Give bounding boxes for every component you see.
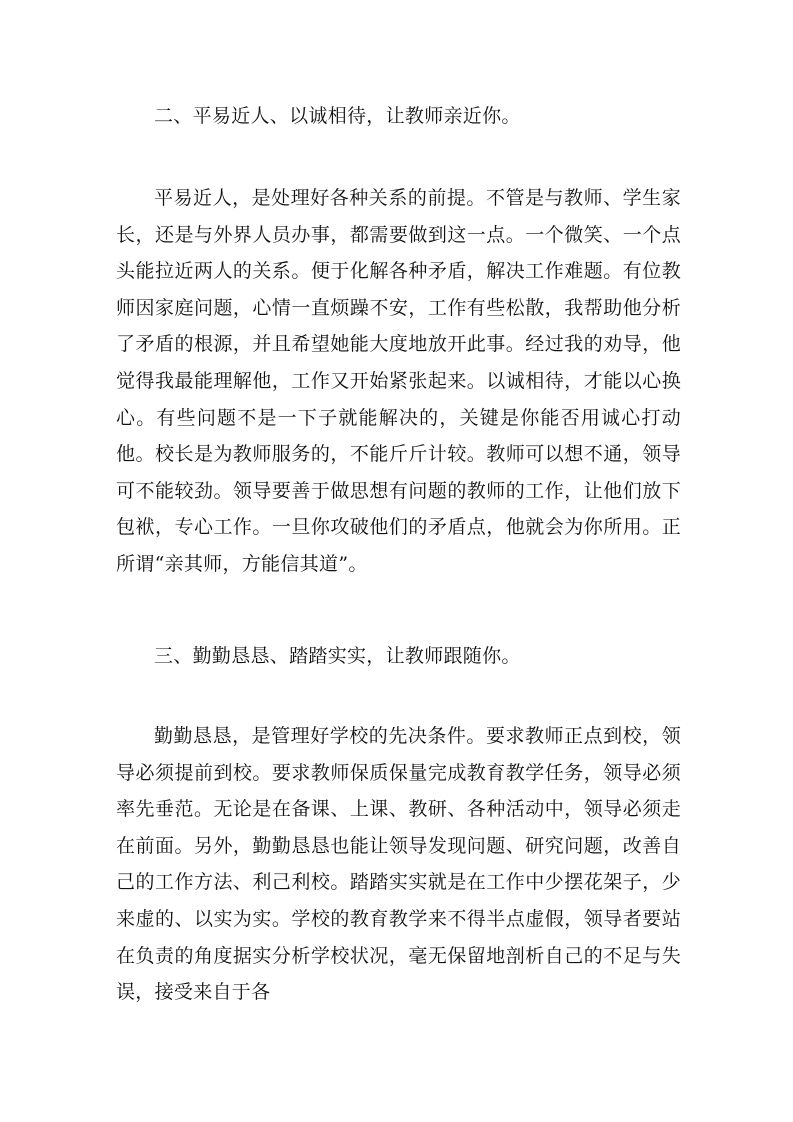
section-paragraph-2: 平易近人，是处理好各种关系的前提。不管是与教师、学生家长，还是与外界人员办事，都需要做到这一点。一个微笑、一个点头能拉近两人的关系。便于化解各种矛盾，解决工作难题。有位教师因家庭问题，心情一直烦躁不安，工作有些松散，我帮助他分析了矛盾的根源，并且希望她能大度地放开此事。经过我的劝导，他觉得我最能理解他，工作又开始紧张起来。以诚相待，才能以心换心。有些问题不是一下子就能解决的，关键是你能否用诚心打动他。校长是为教师服务的，不能斤斤计较。教师可以想不通，领导可不能较劲。领导要善于做思想有问题的教师的工作，让他们放下包袱，专心工作。一旦你攻破他们的矛盾点，他就会为你所用。正所谓“亲其师，方能信其道”。 xyxy=(116,187,681,575)
section-paragraph-3: 勤勤恳恳，是管理好学校的先决条件。要求教师正点到校，领导必须提前到校。要求教师保质保量完成教育教学任务，领导必须率先垂范。无论是在备课、上课、教研、各种活动中，领导必须走在前面。另外，勤勤恳恳也能让领导发现问题、研究问题，改善自己的工作方法、利己利校。踏踏实实就是在工作中少摆花架子，少来虚的、以实为实。学校的教育教学来不得半点虚假，领导者要站在负责的角度据实分析学校状况，毫无保留地剖析自己的不足与失误，接受来自于各 xyxy=(116,725,681,1004)
section-heading-2: 二、平易近人、以诚相待，让教师亲近你。 xyxy=(154,105,521,127)
section-heading-3: 三、勤勤恳恳、踏踏实实，让教师跟随你。 xyxy=(154,645,521,667)
